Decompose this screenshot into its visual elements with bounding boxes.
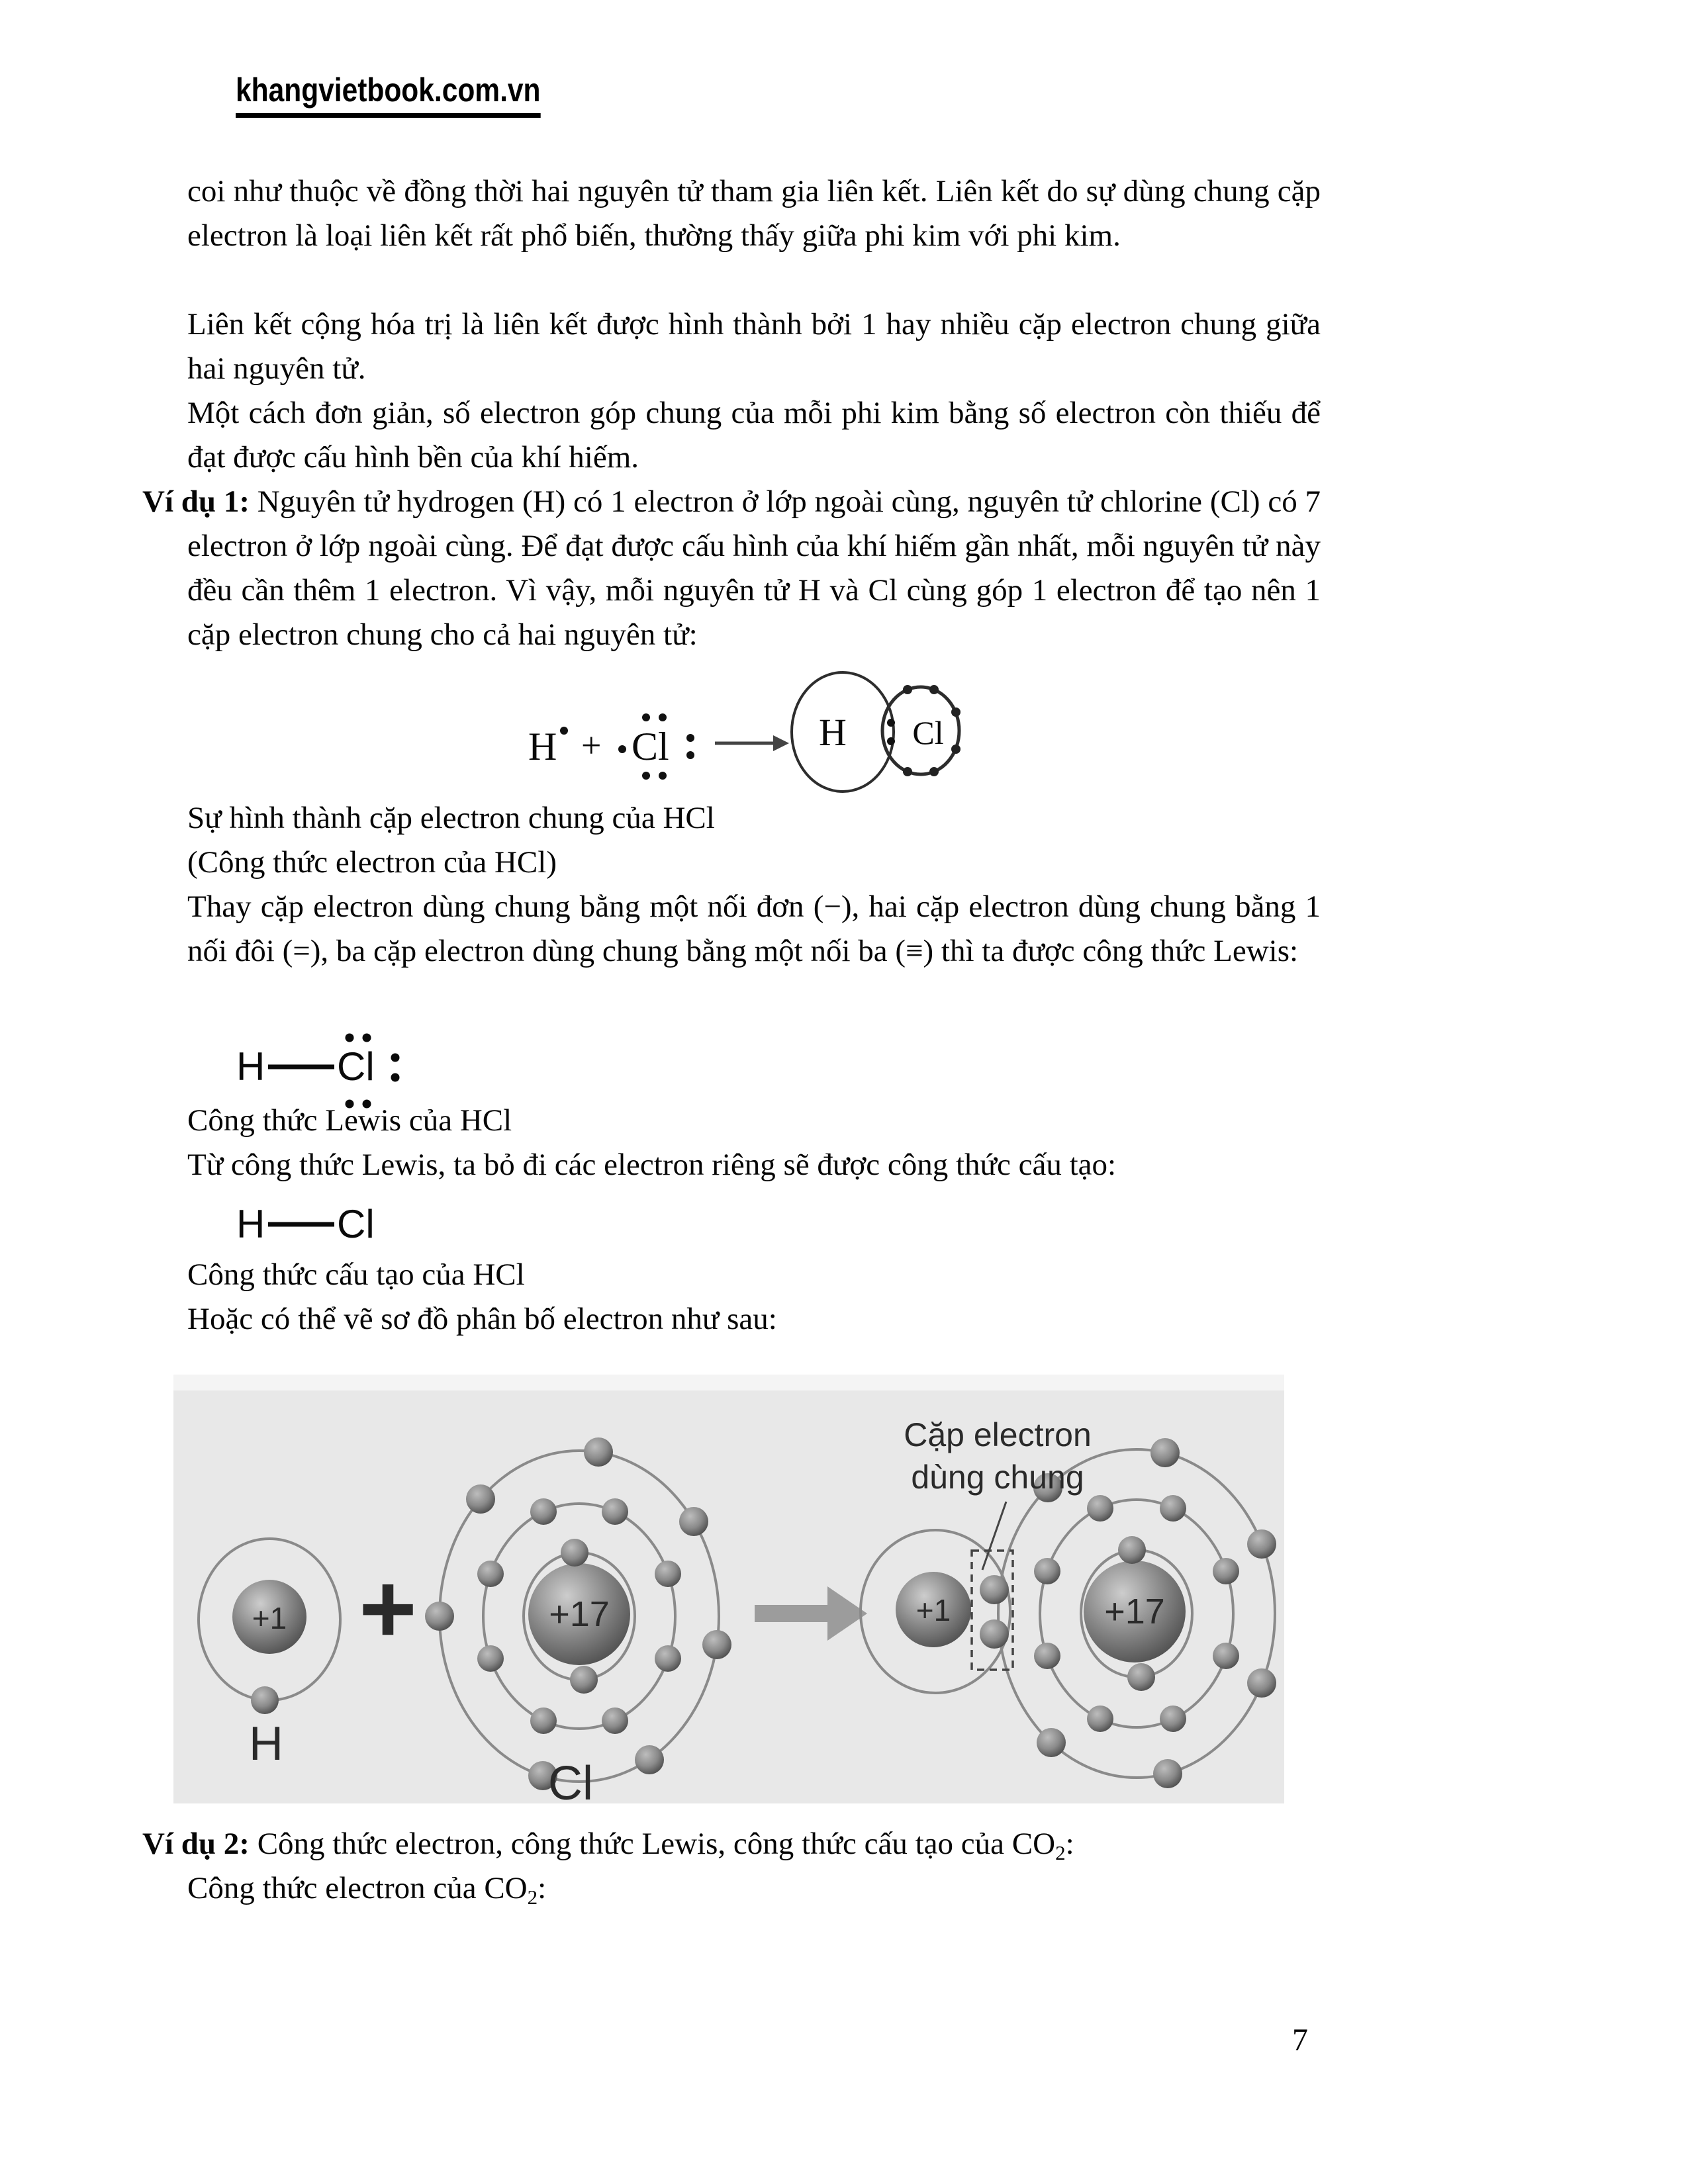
product-cl-symbol: Cl [912, 714, 944, 751]
example-1-paragraph [142, 480, 1321, 657]
caption-lewis: Công thức Lewis của HCl [187, 1103, 512, 1138]
electron [570, 1666, 598, 1694]
electron [1034, 1558, 1060, 1584]
paragraph-2: Liên kết cộng hóa trị là liên kết được hình thành bởi 1 hay nhiều cặp electron chung giữa hai nguyên tử. [187, 307, 1321, 386]
figure-top-strip [173, 1375, 1284, 1390]
cl-bottom-dot [642, 772, 650, 780]
equation-h-symbol: H [528, 725, 557, 768]
caption-structural: Công thức cấu tạo của HCl [187, 1257, 525, 1292]
co2-line-colon: : [538, 1871, 547, 1905]
cl-left-dot [618, 745, 626, 753]
shared-pair-dot [887, 719, 895, 727]
electron-distribution-figure [173, 1375, 1284, 1803]
electron [477, 1561, 504, 1587]
result-arrow-shaft [755, 1605, 827, 1622]
shared-pair-dot [887, 737, 895, 745]
reaction-arrow-head [773, 735, 789, 751]
electron [602, 1498, 628, 1525]
electron [702, 1630, 731, 1659]
electron [602, 1707, 628, 1734]
caption-formation: Sự hình thành cặp electron chung của HCl [187, 801, 715, 835]
co2-electron-formula-line [187, 1866, 1321, 1919]
electron [655, 1645, 681, 1672]
paragraph-3: Một cách đơn giản, số electron góp chung của mỗi phi kim bằng số electron còn thiếu để đạt được cấu hình bền của khí hiếm. [187, 396, 1321, 475]
electron [1153, 1759, 1182, 1788]
electron [1213, 1558, 1239, 1584]
structural-cl-symbol: Cl [337, 1202, 375, 1246]
electron [251, 1686, 279, 1714]
cl-right-dot [686, 751, 694, 759]
electron [655, 1561, 681, 1587]
example-2-label: Ví dụ 2: [142, 1827, 250, 1861]
electron [584, 1437, 613, 1467]
electron [1037, 1728, 1066, 1757]
electron [477, 1645, 504, 1672]
cl-right-dot [686, 734, 694, 742]
electron [1150, 1438, 1180, 1467]
structural-formula-diagram [228, 1197, 381, 1250]
paragraph-4: Thay cặp electron dùng chung bằng một nối đơn (−), hai cặp electron dùng chung bằng 1 nối đôi (=), ba cặp electron dùng chung bằng một nối ba (≡) thì ta được công thức Lewis: [187, 889, 1321, 968]
electron [530, 1498, 557, 1525]
paragraph-1: coi như thuộc về đồng thời hai nguyên tử tham gia liên kết. Liên kết do sự dùng chung cặp electron là loại liên kết rất phổ biến, thường thấy giữa phi kim với phi kim. [187, 174, 1321, 253]
cl-atom-label: Cl [548, 1757, 593, 1803]
h-electron-dot [560, 727, 568, 735]
shared-electron [980, 1619, 1009, 1649]
cl-ring-electron-mark [951, 707, 961, 717]
electron [1127, 1663, 1155, 1691]
cl-ring-electron-mark [951, 745, 961, 754]
lewis-h-symbol: H [236, 1044, 265, 1089]
cl-nucleus-charge: +17 [549, 1594, 610, 1634]
example-1-label: Ví dụ 1: [142, 484, 250, 519]
co2-subscript: 2 [1055, 1841, 1066, 1864]
cl-ring-electron-mark [929, 767, 939, 776]
lewis-cl-symbol: Cl [337, 1044, 375, 1089]
electron [1034, 1643, 1060, 1669]
caption-electron-formula: (Công thức electron của HCl) [187, 845, 557, 880]
cl-ring-electron-mark [903, 685, 912, 694]
site-header: khangvietbook.com.vn [236, 73, 541, 118]
electron [1087, 1495, 1113, 1522]
page-number: 7 [1292, 2023, 1308, 2058]
electron [679, 1507, 708, 1536]
annotation-line-1: Cặp electron [904, 1416, 1092, 1453]
cl-ring-electron-mark [929, 685, 939, 694]
h-atom-label: H [249, 1717, 283, 1770]
electron [1118, 1536, 1146, 1564]
lone-pair-dot [391, 1073, 400, 1082]
cl-ring-electron-mark [903, 767, 912, 776]
molecule-h-nucleus-charge: +1 [915, 1593, 951, 1627]
electron [561, 1539, 588, 1567]
molecule-cl-nucleus-charge: +17 [1104, 1592, 1165, 1631]
figure-plus: + [359, 1553, 417, 1664]
example-1-text: Nguyên tử hydrogen (H) có 1 electron ở lớp ngoài cùng, nguyên tử chlorine (Cl) có 7 electron ở lớp ngoài cùng. Để đạt được cấu hình của khí hiếm gần nhất, mỗi nguyên tử này đều cần thêm 1 electron. Vì vậy, mỗi nguyên tử H và Cl cùng góp 1 electron để tạo nên 1 cặp electron chung cho cả hai nguyên tử: [187, 484, 1321, 652]
co2-line-text: Công thức electron của CO [187, 1871, 528, 1905]
equation-plus: + [581, 725, 602, 765]
electron [1247, 1668, 1276, 1698]
structural-h-symbol: H [236, 1202, 265, 1246]
electron [1213, 1643, 1239, 1669]
co2-subscript: 2 [527, 1886, 538, 1909]
lone-pair-dot [346, 1034, 354, 1042]
lone-pair-dot [391, 1054, 400, 1062]
electron [466, 1484, 495, 1514]
paragraph-5: Từ công thức Lewis, ta bỏ đi các electron riêng sẽ được công thức cấu tạo: [187, 1148, 1117, 1182]
electron [1160, 1495, 1186, 1522]
cl-top-dot [659, 713, 667, 721]
electron-formula-diagram [496, 670, 970, 802]
electron [1247, 1529, 1276, 1559]
cl-bottom-dot [659, 772, 667, 780]
h-nucleus-charge: +1 [252, 1601, 287, 1635]
equation-cl-symbol: Cl [632, 725, 669, 768]
electron [425, 1602, 454, 1631]
electron [1160, 1706, 1186, 1732]
annotation-line-2: dùng chung [911, 1459, 1084, 1496]
electron [530, 1707, 557, 1734]
shared-electron [980, 1575, 1009, 1604]
example-2-text: Công thức electron, công thức Lewis, công thức cấu tạo của CO [249, 1827, 1056, 1861]
electron [635, 1745, 664, 1774]
example-2-colon: : [1065, 1827, 1074, 1861]
cl-top-dot [642, 713, 650, 721]
electron [1087, 1706, 1113, 1732]
lone-pair-dot [363, 1034, 371, 1042]
paragraph-6: Hoặc có thể vẽ sơ đồ phân bố electron như sau: [187, 1302, 777, 1336]
product-h-symbol: H [819, 711, 847, 754]
